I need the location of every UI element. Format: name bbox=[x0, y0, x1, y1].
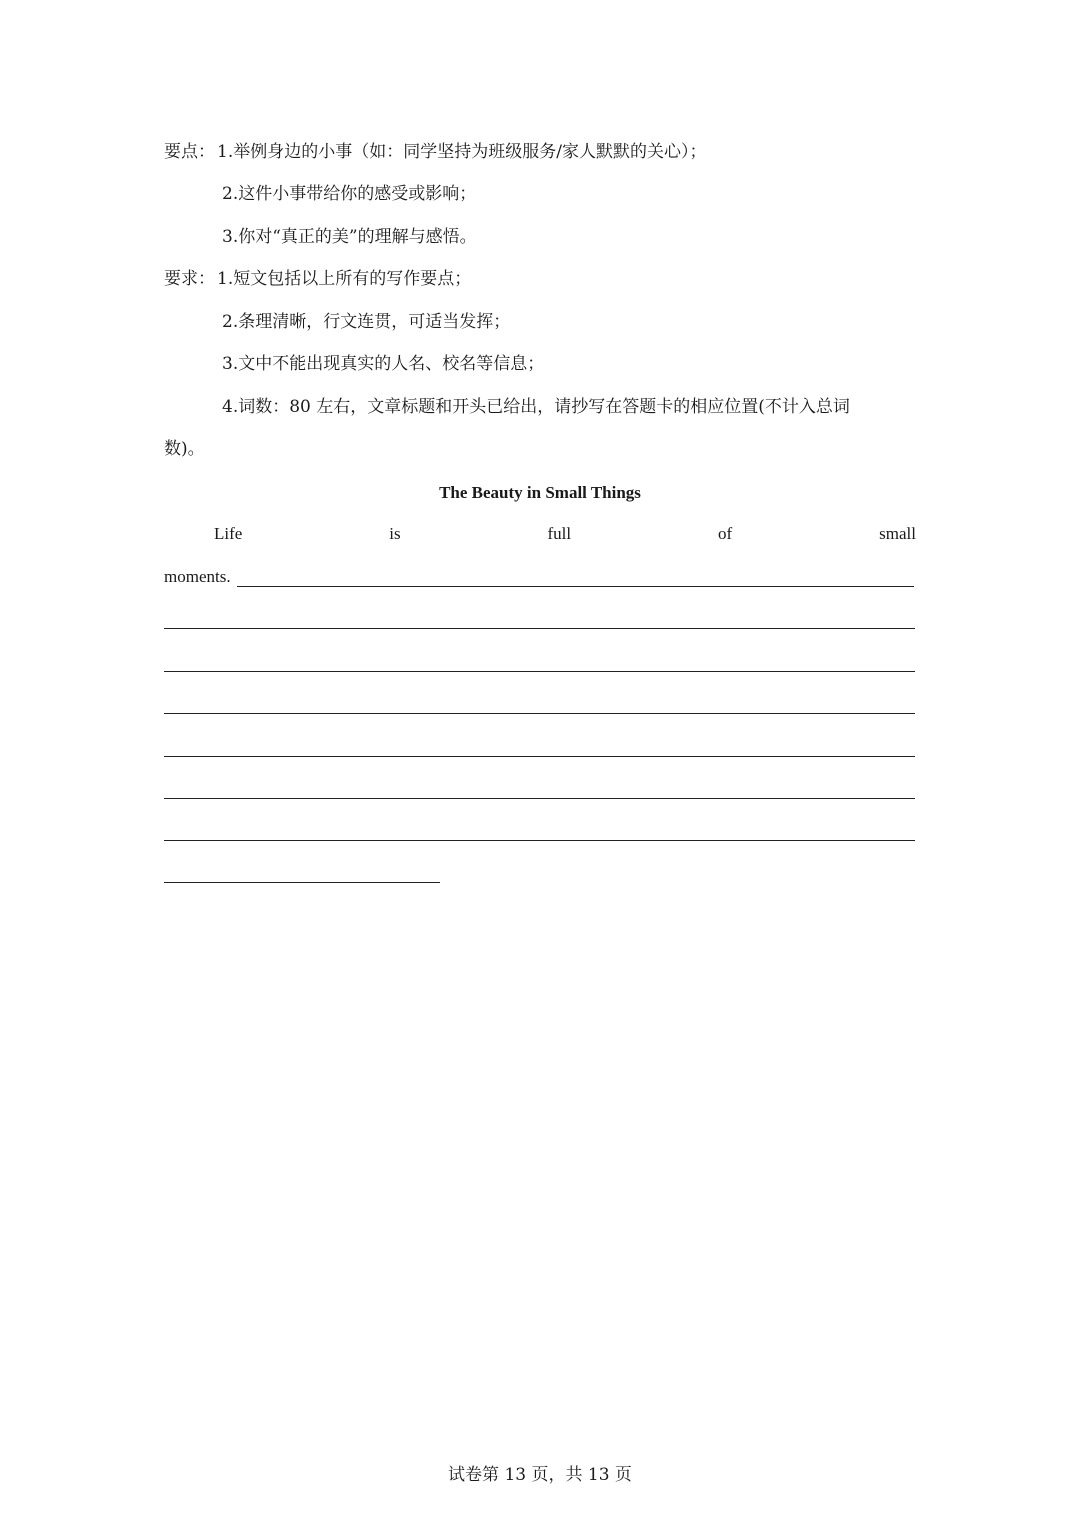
answer-blank-line[interactable] bbox=[237, 586, 914, 587]
points-label: 要点： bbox=[164, 142, 215, 162]
requirements-item-3: 3.文中不能出现真实的人名、校名等信息； bbox=[222, 354, 545, 374]
points-item-1: 1.举例身边的小事（如：同学坚持为班级服务/家人默默的关心）； bbox=[217, 142, 707, 162]
requirements-item-1: 1.短文包括以上所有的写作要点； bbox=[217, 269, 472, 289]
answer-blank-line[interactable] bbox=[164, 628, 915, 629]
requirements-line-1 bbox=[164, 267, 471, 291]
answer-blank-line[interactable] bbox=[164, 671, 915, 672]
opening-word: is bbox=[389, 524, 401, 543]
answer-blank-line-short[interactable] bbox=[164, 882, 440, 883]
opening-word: Life bbox=[214, 524, 243, 543]
opening-word: small bbox=[879, 524, 916, 543]
opening-word: full bbox=[547, 524, 572, 543]
points-line-1 bbox=[164, 140, 706, 164]
essay-opening-continuation: moments. bbox=[164, 567, 231, 586]
answer-blank-line[interactable] bbox=[164, 713, 915, 714]
points-item-2: 2.这件小事带给你的感受或影响； bbox=[222, 184, 477, 204]
points-item-3: 3.你对“真正的美”的理解与感悟。 bbox=[222, 227, 477, 247]
answer-blank-line[interactable] bbox=[164, 798, 915, 799]
requirements-item-4: 4.词数：80 左右，文章标题和开头已给出，请抄写在答题卡的相应位置(不计入总词 bbox=[222, 397, 850, 417]
essay-opening-line bbox=[214, 522, 916, 546]
requirements-label: 要求： bbox=[164, 269, 215, 289]
essay-title: The Beauty in Small Things bbox=[439, 483, 641, 502]
requirements-item-2: 2.条理清晰，行文连贯，可适当发挥； bbox=[222, 312, 511, 332]
opening-word: of bbox=[718, 524, 733, 543]
page-footer: 试卷第 13 页，共 13 页 bbox=[448, 1465, 632, 1485]
requirements-item-4-cont: 数)。 bbox=[164, 439, 205, 459]
answer-blank-line[interactable] bbox=[164, 756, 915, 757]
answer-blank-line[interactable] bbox=[164, 840, 915, 841]
